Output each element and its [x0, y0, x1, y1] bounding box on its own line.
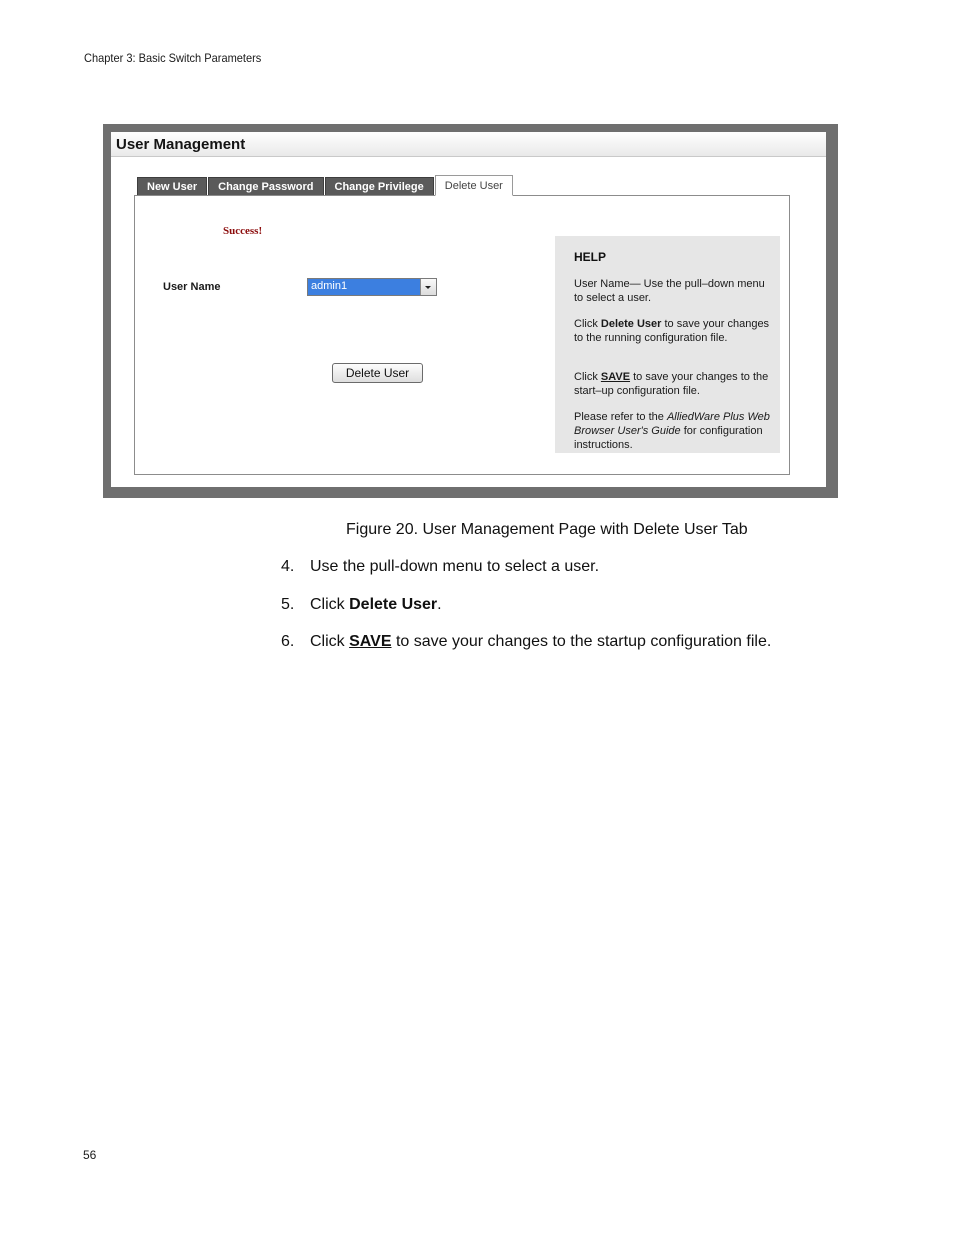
save-link[interactable]: SAVE: [349, 633, 392, 650]
step-number: 4.: [281, 558, 295, 575]
help-reference-text: Please refer to the AlliedWare Plus Web Browser User's Guide for configuration instructions.: [574, 411, 770, 451]
step-number: 5.: [281, 596, 295, 613]
delete-user-term: Delete User: [349, 596, 438, 613]
page-number: 56: [83, 1148, 97, 1162]
step-number: 6.: [281, 633, 295, 650]
user-name-label: User Name: [163, 281, 221, 293]
step-text: Use the pull-down menu to select a user.: [310, 558, 600, 575]
help-save-text: Click SAVE to save your changes to the start–up configuration file.: [574, 371, 769, 397]
figure-caption: Figure 20. User Management Page with Delete User Tab: [346, 521, 748, 538]
help-title: HELP: [574, 250, 607, 264]
tab-new-user[interactable]: New User: [137, 177, 207, 196]
title-bar: [111, 132, 826, 157]
step-4: [281, 558, 599, 576]
help-guide-title: AlliedWare Plus Web Browser User's Guide: [574, 411, 770, 437]
tab-bar: [137, 176, 514, 196]
help-panel: [555, 236, 780, 453]
page-title: User Management: [116, 136, 246, 153]
chevron-down-icon[interactable]: [420, 279, 436, 295]
user-name-select-value: admin1: [311, 280, 348, 292]
chapter-header: Chapter 3: Basic Switch Parameters: [84, 51, 262, 65]
tab-change-password[interactable]: Change Password: [208, 177, 323, 196]
step-5: 5. Click Delete User.: [281, 596, 442, 613]
user-management-panel: [111, 132, 826, 487]
user-name-select[interactable]: [307, 278, 437, 296]
tab-delete-user[interactable]: Delete User: [435, 175, 513, 196]
help-save-link[interactable]: SAVE: [600, 371, 631, 383]
tab-change-privilege[interactable]: Change Privilege: [325, 177, 434, 196]
help-user-name-text: User Name— Use the pull–down menu to select a user.: [574, 278, 765, 304]
help-delete-text: Click Delete User to save your changes to the running configuration file.: [574, 318, 770, 344]
user-management-screenshot: [103, 124, 838, 498]
help-delete-user-term: Delete User: [600, 318, 662, 330]
delete-user-button[interactable]: Delete User: [332, 363, 423, 383]
success-message: Success!: [223, 225, 263, 237]
delete-user-form: [134, 195, 790, 475]
step-6: 6. Click SAVE to save your changes to the startup configuration file.: [281, 633, 772, 650]
